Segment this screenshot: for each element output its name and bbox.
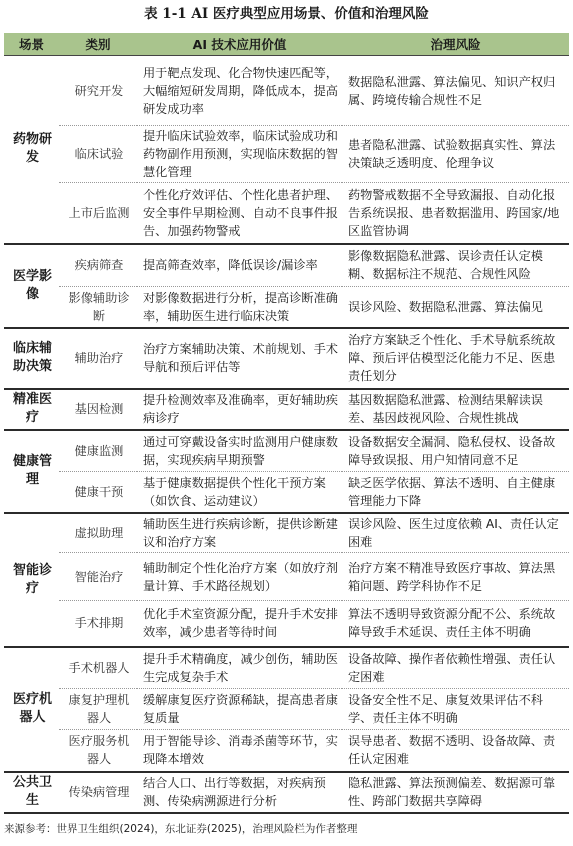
category-cell: 研究开发 xyxy=(59,56,137,126)
table-row xyxy=(4,126,569,183)
value-cell: 提高筛查效率，降低误诊/漏诊率 xyxy=(137,244,342,287)
category-cell: 辅助治疗 xyxy=(59,328,137,389)
scene-cell: 药物研发 xyxy=(4,56,59,244)
table-row xyxy=(4,772,569,813)
category-cell: 上市后监测 xyxy=(59,183,137,244)
value-cell: 提升临床试验效率，临床试验成功和药物副作用预测，实现临床数据的智慧化管理 xyxy=(137,126,342,183)
risk-cell: 治疗方案不精准导致医疗事故、算法黑箱问题、跨学科协作不足 xyxy=(342,553,569,601)
header-scene: 场景 xyxy=(4,33,59,56)
value-cell: 提升检测效率及准确率，更好辅助疾病诊疗 xyxy=(137,389,342,430)
category-cell: 健康监测 xyxy=(59,430,137,472)
scene-cell: 公共卫生 xyxy=(4,772,59,813)
risk-cell: 数据隐私泄露、算法偏见、知识产权归属、跨境传输合规性不足 xyxy=(342,56,569,126)
value-cell: 通过可穿戴设备实时监测用户健康数据，实现疾病早期预警 xyxy=(137,430,342,472)
risk-cell: 设备故障、操作者依赖性增强、责任认定困难 xyxy=(342,647,569,689)
category-cell: 康复护理机器人 xyxy=(59,689,137,730)
value-cell: 辅助制定个性化治疗方案（如放疗剂量计算、手术路径规划） xyxy=(137,553,342,601)
value-cell: 提升手术精确度，减少创伤，辅助医生完成复杂手术 xyxy=(137,647,342,689)
table-row xyxy=(4,389,569,430)
risk-cell: 误导患者、数据不透明、设备故障、责任认定困难 xyxy=(342,730,569,772)
category-cell: 疾病筛查 xyxy=(59,244,137,287)
value-cell: 结合人口、出行等数据，对疾病预测、传染病溯源进行分析 xyxy=(137,772,342,813)
table-row xyxy=(4,513,569,553)
table-row xyxy=(4,472,569,513)
table-row xyxy=(4,553,569,601)
table-body xyxy=(4,56,569,813)
value-cell: 缓解康复医疗资源稀缺，提高患者康复质量 xyxy=(137,689,342,730)
table-row xyxy=(4,730,569,772)
risk-cell: 算法不透明导致资源分配不公、系统故障导致手术延误、责任主体不明确 xyxy=(342,601,569,647)
value-cell: 基于健康数据提供个性化干预方案（如饮食、运动建议） xyxy=(137,472,342,513)
value-cell: 辅助医生进行疾病诊断，提供诊断建议和治疗方案 xyxy=(137,513,342,553)
risk-cell: 药物警戒数据不全导致漏报、自动化报告系统误报、患者数据滥用、跨国家/地区监管协调 xyxy=(342,183,569,244)
table-title: 表 1-1 AI 医疗典型应用场景、价值和治理风险 xyxy=(144,6,429,22)
category-cell: 影像辅助诊断 xyxy=(59,287,137,328)
table-row xyxy=(4,601,569,647)
table-row xyxy=(4,689,569,730)
category-cell: 传染病管理 xyxy=(59,772,137,813)
ai-medical-table xyxy=(4,33,569,814)
table-row xyxy=(4,328,569,389)
value-cell: 优化手术室资源分配，提升手术安排效率，减少患者等待时间 xyxy=(137,601,342,647)
risk-cell: 影像数据隐私泄露、误诊责任认定模糊、数据标注不规范、合规性风险 xyxy=(342,244,569,287)
table-row xyxy=(4,244,569,287)
source-note: 来源参考：世界卫生组织(2024)，东北证券(2025)，治理风险栏为作者整理 xyxy=(4,823,358,835)
risk-cell: 设备安全性不足、康复效果评估不科学、责任主体不明确 xyxy=(342,689,569,730)
value-cell: 个性化疗效评估、个性化患者护理、安全事件早期检测、自动不良事件报告、加强药物警戒 xyxy=(137,183,342,244)
risk-cell: 治疗方案缺乏个性化、手术导航系统故障、预后评估模型泛化能力不足、医患责任划分 xyxy=(342,328,569,389)
scene-cell: 智能诊疗 xyxy=(4,513,59,647)
risk-cell: 基因数据隐私泄露、检测结果解读误差、基因歧视风险、合规性挑战 xyxy=(342,389,569,430)
table-row xyxy=(4,183,569,244)
scene-cell: 健康管理 xyxy=(4,430,59,513)
category-cell: 医疗服务机器人 xyxy=(59,730,137,772)
scene-cell: 医疗机器人 xyxy=(4,647,59,772)
table-row xyxy=(4,287,569,328)
category-cell: 临床试验 xyxy=(59,126,137,183)
header-value: AI 技术应用价值 xyxy=(137,33,342,56)
header-category: 类别 xyxy=(59,33,137,56)
value-cell: 对影像数据进行分析，提高诊断准确率，辅助医生进行临床决策 xyxy=(137,287,342,328)
scene-cell: 临床辅助决策 xyxy=(4,328,59,389)
scene-cell: 医学影像 xyxy=(4,244,59,328)
table-row xyxy=(4,56,569,126)
category-cell: 手术排期 xyxy=(59,601,137,647)
risk-cell: 误诊风险、数据隐私泄露、算法偏见 xyxy=(342,287,569,328)
risk-cell: 缺乏医学依据、算法不透明、自主健康管理能力下降 xyxy=(342,472,569,513)
risk-cell: 患者隐私泄露、试验数据真实性、算法决策缺乏透明度、伦理争议 xyxy=(342,126,569,183)
category-cell: 健康干预 xyxy=(59,472,137,513)
header-risk: 治理风险 xyxy=(342,33,569,56)
category-cell: 智能治疗 xyxy=(59,553,137,601)
value-cell: 治疗方案辅助决策、术前规划、手术导航和预后评估等 xyxy=(137,328,342,389)
risk-cell: 隐私泄露、算法预测偏差、数据源可靠性、跨部门数据共享障碍 xyxy=(342,772,569,813)
table-row xyxy=(4,647,569,689)
value-cell: 用于智能导诊、消毒杀菌等环节，实现降本增效 xyxy=(137,730,342,772)
risk-cell: 设备数据安全漏洞、隐私侵权、设备故障导致误报、用户知情同意不足 xyxy=(342,430,569,472)
table-row xyxy=(4,430,569,472)
header-row xyxy=(4,33,569,56)
value-cell: 用于靶点发现、化合物快速匹配等，大幅缩短研发周期，降低成本，提高研发成功率 xyxy=(137,56,342,126)
category-cell: 基因检测 xyxy=(59,389,137,430)
scene-cell: 精准医疗 xyxy=(4,389,59,430)
category-cell: 虚拟助理 xyxy=(59,513,137,553)
risk-cell: 误诊风险、医生过度依赖 AI、责任认定困难 xyxy=(342,513,569,553)
category-cell: 手术机器人 xyxy=(59,647,137,689)
